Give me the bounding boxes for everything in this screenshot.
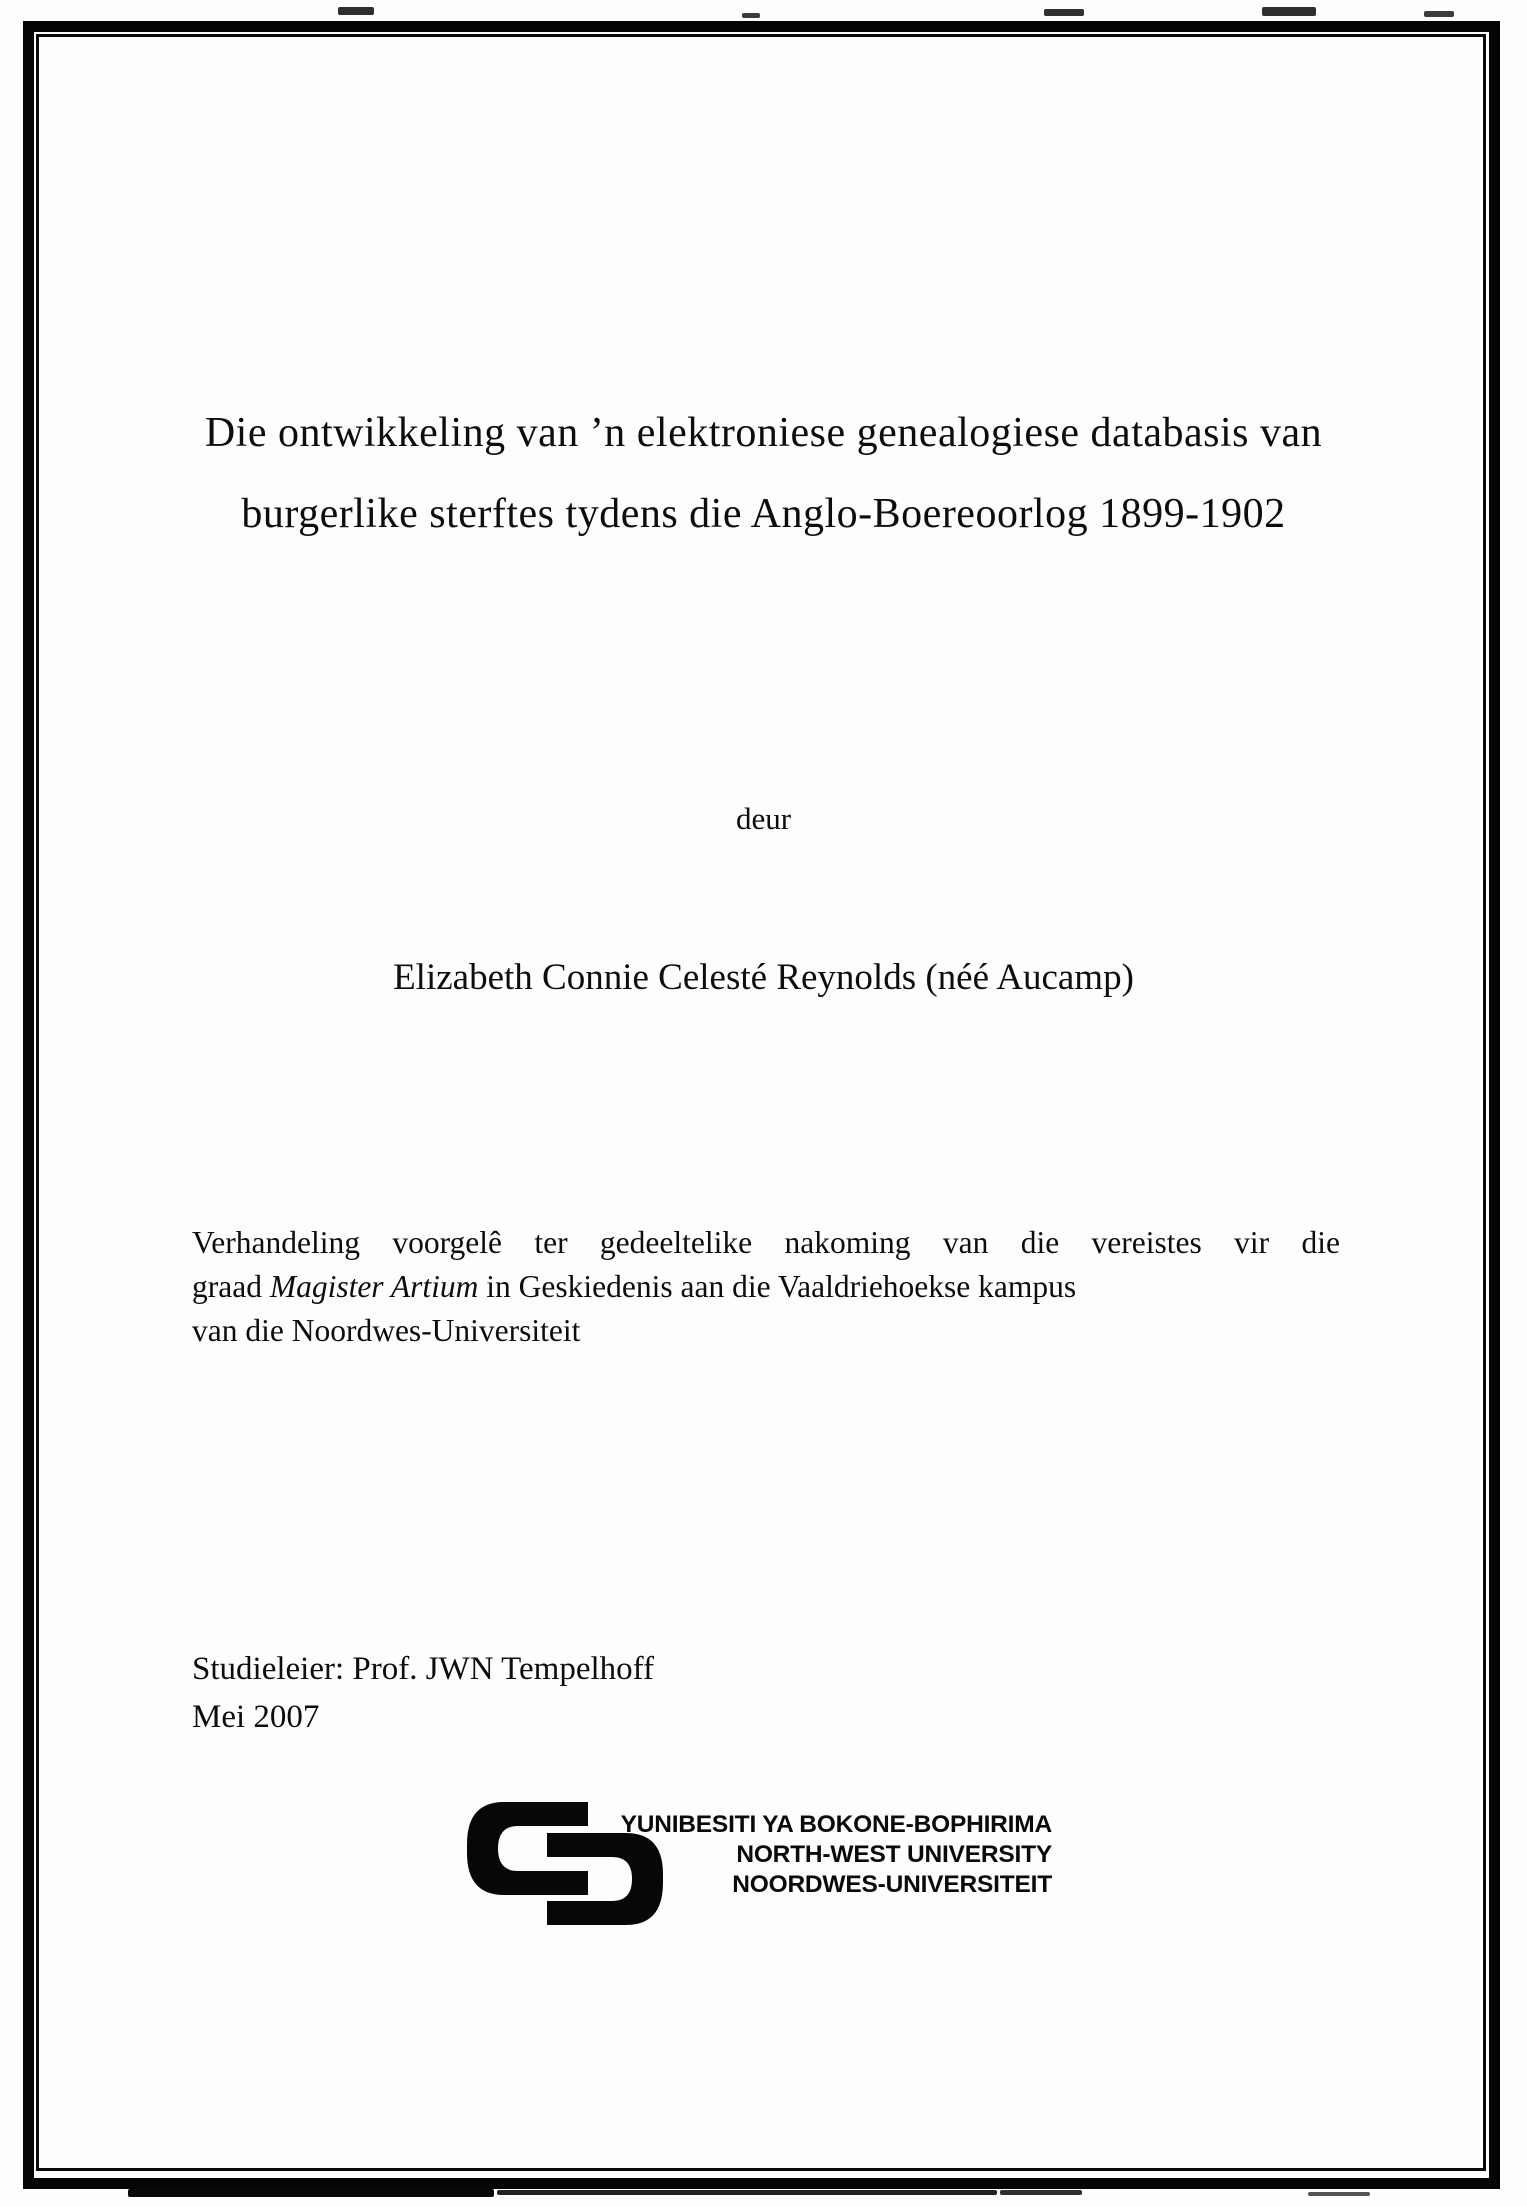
scan-artifact <box>1044 9 1084 16</box>
university-name-setswana: YUNIBESITI YA BOKONE-BOPHIRIMA <box>620 1811 1052 1838</box>
scan-artifact <box>742 13 760 18</box>
scan-artifact <box>1262 7 1316 16</box>
university-name-block <box>584 1810 1052 1900</box>
scan-artifact <box>497 2190 997 2195</box>
statement-line1: Verhandeling voorgelê ter gedeeltelike nakoming van die vereistes vir die <box>192 1225 1340 1260</box>
byline: deur <box>735 801 792 836</box>
supervisor-line: Studieleier: Prof. JWN Tempelhoff <box>192 1651 655 1687</box>
scan-artifact <box>1000 2190 1082 2195</box>
scan-artifact <box>1308 2192 1370 2196</box>
thesis-title-line1: Die ontwikkeling van ’n elektroniese genealogiese databasis van <box>204 410 1323 456</box>
statement-line2-pre: graad <box>192 1269 270 1304</box>
scan-artifact <box>1424 11 1454 17</box>
scan-artifact <box>128 2189 494 2197</box>
scan-artifact <box>338 7 374 15</box>
statement-line2 <box>192 1265 1340 1309</box>
university-logo <box>467 1800 1107 1935</box>
supervisor-block <box>192 1645 654 1741</box>
thesis-title <box>100 393 1427 555</box>
statement-line2-post: in Geskiedenis aan die Vaaldriehoekse kampus <box>478 1269 1077 1304</box>
degree-name: Magister Artium <box>269 1269 479 1304</box>
submission-statement <box>192 1221 1340 1353</box>
university-name-afrikaans: NOORDWES-UNIVERSITEIT <box>732 1871 1052 1898</box>
author-name: Elizabeth Connie Celesté Reynolds (néé Aucamp) <box>393 957 1134 998</box>
university-name-english: NORTH-WEST UNIVERSITY <box>736 1841 1052 1868</box>
thesis-title-line2: burgerlike sterftes tydens die Anglo-Boereoorlog 1899-1902 <box>241 491 1286 537</box>
statement-line3: van die Noordwes-Universiteit <box>192 1313 581 1348</box>
date-line: Mei 2007 <box>192 1699 320 1735</box>
